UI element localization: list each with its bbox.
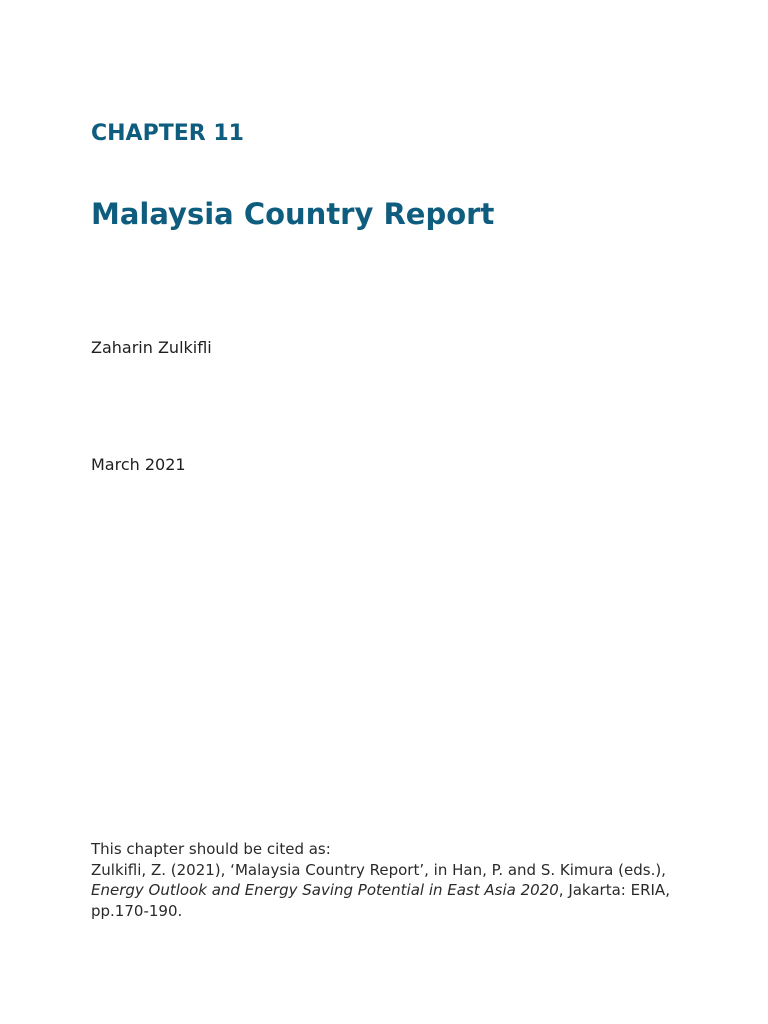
- chapter-number: CHAPTER 11: [91, 121, 244, 146]
- citation-publisher: , Jakarta: ERIA,: [558, 881, 670, 899]
- citation-pages: pp.170-190.: [91, 901, 183, 920]
- citation-intro: This chapter should be cited as:: [91, 840, 331, 858]
- chapter-title: Malaysia Country Report: [91, 197, 495, 231]
- citation-block: [91, 839, 691, 921]
- publication-date: March 2021: [91, 455, 186, 474]
- citation-reference: Zulkifli, Z. (2021), ‘Malaysia Country Report’, in Han, P. and S. Kimura (eds.),: [91, 860, 666, 879]
- citation-book-title: Energy Outlook and Energy Saving Potential in East Asia 2020: [91, 881, 559, 899]
- citation-book-line: [91, 880, 691, 901]
- author-name: Zaharin Zulkifli: [91, 338, 212, 357]
